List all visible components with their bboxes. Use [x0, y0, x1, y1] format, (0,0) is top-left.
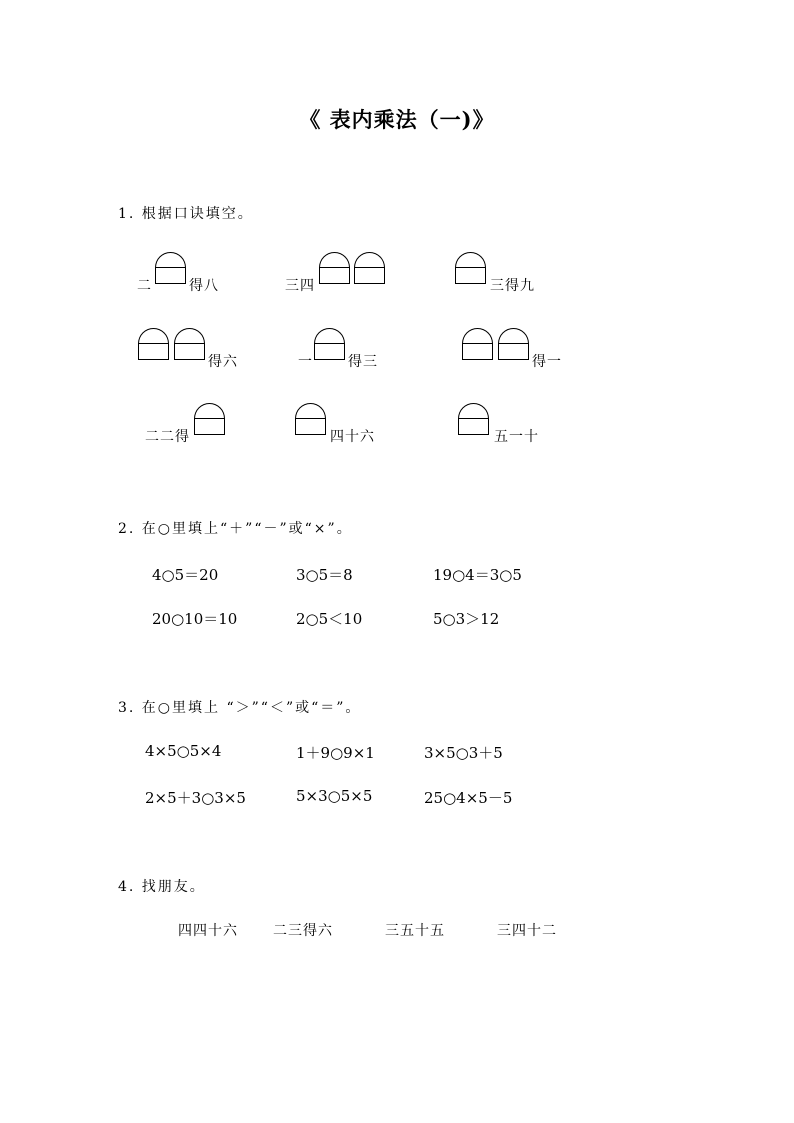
page-title: 《 表内乘法（一)》 — [299, 107, 495, 132]
q2-expr: 3○5＝8 — [296, 566, 353, 584]
q1-item-5-before: 一 — [298, 354, 313, 370]
q1-item-4-after: 得六 — [208, 354, 238, 370]
q2-expr: 4○5＝20 — [152, 566, 219, 584]
q1-item-3-after: 三得九 — [490, 278, 535, 294]
q1-item-7-before: 二二得 — [145, 429, 190, 445]
q3-expr: 3×5○3＋5 — [424, 744, 503, 762]
q3-expr: 5×3○5×5 — [296, 787, 373, 805]
q4-item: 三五十五 — [385, 923, 445, 939]
q1-item-2-before: 三四 — [285, 278, 315, 294]
q4-item: 二三得六 — [273, 923, 333, 939]
q2-expr: 20○10＝10 — [152, 610, 238, 628]
q1-item-8-after: 四十六 — [330, 429, 375, 445]
q4-item: 三四十二 — [497, 923, 557, 939]
q3-expr: 25○4×5－5 — [424, 789, 513, 807]
q1-item-4-blank-a[interactable] — [138, 328, 169, 359]
q1-item-2-blank-b[interactable] — [354, 252, 385, 283]
q1-item-1-blank[interactable] — [155, 252, 186, 283]
question-4-heading: 4. 找朋友。 — [118, 879, 206, 895]
q1-item-2-blank-a[interactable] — [319, 252, 350, 283]
q3-expr: 4×5○5×4 — [145, 742, 222, 760]
q3-expr: 2×5＋3○3×5 — [145, 789, 246, 807]
question-3-heading: 3. 在○里填上 “＞”“＜”或“＝”。 — [118, 700, 362, 716]
q1-item-1-before: 二 — [137, 278, 152, 294]
q1-item-9-after: 五一十 — [494, 429, 539, 445]
q2-expr: 2○5＜10 — [296, 610, 363, 628]
q1-item-7-blank[interactable] — [194, 403, 225, 434]
q2-expr: 19○4＝3○5 — [433, 566, 522, 584]
q1-item-9-blank[interactable] — [458, 403, 489, 434]
q1-item-6-blank-b[interactable] — [498, 328, 529, 359]
q2-expr: 5○3＞12 — [433, 610, 500, 628]
q1-item-4-blank-b[interactable] — [174, 328, 205, 359]
q1-item-8-blank[interactable] — [295, 403, 326, 434]
q4-item: 四四十六 — [178, 923, 238, 939]
question-1-heading: 1. 根据口诀填空。 — [118, 206, 254, 222]
q1-item-5-after: 得三 — [348, 354, 378, 370]
q1-item-6-blank-a[interactable] — [462, 328, 493, 359]
q1-item-1-after: 得八 — [189, 278, 219, 294]
q1-item-3-blank[interactable] — [455, 252, 486, 283]
q1-item-6-after: 得一 — [532, 354, 562, 370]
q3-expr: 1＋9○9×1 — [296, 744, 375, 762]
q1-item-5-blank[interactable] — [314, 328, 345, 359]
question-2-heading: 2. 在○里填上“＋”“－”或“×”。 — [118, 521, 353, 537]
